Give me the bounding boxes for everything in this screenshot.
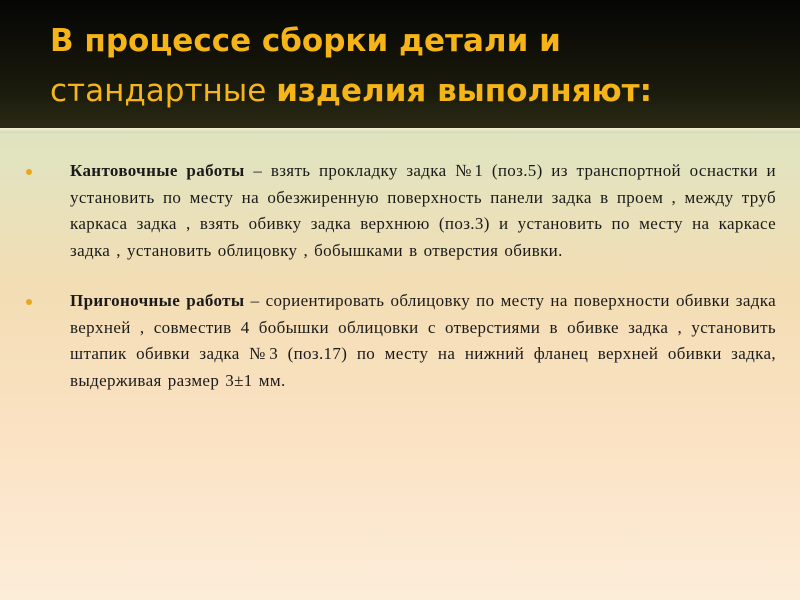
bullet-dot-icon [26,299,32,305]
bullet-term: Кантовочные работы [70,161,245,180]
title-line-2-light: стандартные [50,73,277,109]
title-line-2-bold: изделия выполняют: [276,73,653,109]
bullet-dot-icon [26,169,32,175]
bullet-body: – взять прокладку задка №1 (поз.5) из транспортной оснастки и установить по месту на обезжиренную поверхность панели задка в проем , между труб каркаса задка , взять обивку задка верхнюю (поз.3) и установить по месту на каркасе задка , установить облицовку , бобышками в отверстия обивки. [70,161,776,260]
bullet-item-kantovochnye [18,158,776,264]
bullet-term: Пригоночные работы [70,291,245,310]
bullet-item-prigonochnye [18,288,776,394]
slide-title [50,16,790,116]
bullet-list [18,158,776,418]
bullet-body: – сориентировать облицовку по месту на поверхности обивки задка верхней , совместив 4 бобышки облицовки с отверстиями в обивке задка , установить штапик обивки задка №3 (поз.17) по месту на нижний фланец верхней обивки задка, выдерживая размер 3±1 мм. [70,291,776,390]
bullet-text [70,288,776,394]
title-divider [0,128,800,133]
title-line-1: В процессе сборки детали и [50,23,561,59]
title-bar [0,0,800,128]
title-line-2 [50,66,790,116]
bullet-text [70,158,776,264]
